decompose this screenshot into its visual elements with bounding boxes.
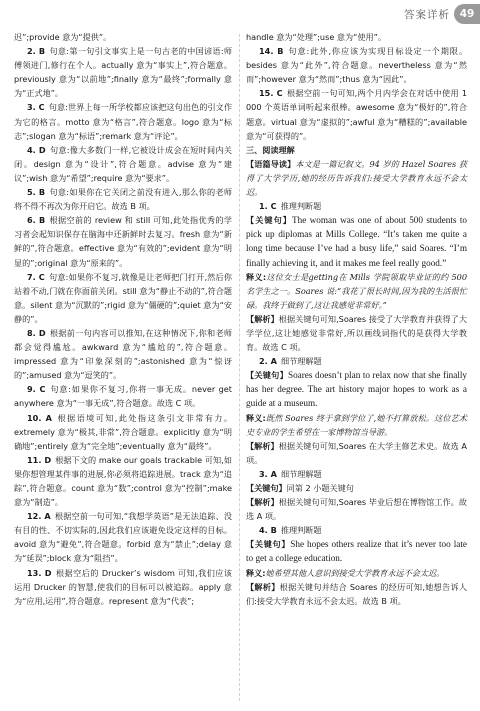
translation-tag: 释义: <box>246 412 266 423</box>
continued-text <box>246 30 467 44</box>
question-number: 6. B <box>27 215 46 226</box>
question-explanation <box>14 566 232 608</box>
question-explanation <box>14 143 232 185</box>
question-explanation <box>246 199 467 213</box>
explanation-text: 根据空后的 Drucker’s wisdom 可知,我们应该运用 Drucker 的智慧,使我们的目标可以被追踪。apply 意为“应用,运用”,符合题意。represent 意为“代表”; <box>14 567 232 606</box>
key-sentence <box>246 213 467 269</box>
translation-text: 既然 Soares 终于拿到学位了,她不打算放松。这位艺术史专业的学生希望在一家博物馆当导游。 <box>246 412 467 437</box>
key-sentence-reference: 同第 2 小题关键句 <box>286 483 354 493</box>
question-number: 7. C <box>27 271 45 282</box>
translation-text: 这位女士是getting在 Mills 学院领取毕业证的约 500 名学生之一。Soares 说:“我花了很长时间,因为我的生活很忙碌。我终于做到了,这让我感觉非常好。” <box>246 271 467 310</box>
passage-guide <box>246 157 467 199</box>
question-number: 9. C <box>27 384 46 395</box>
question-explanation <box>14 270 232 326</box>
question-number: 3. A <box>259 468 277 479</box>
question-number: 12. A <box>27 511 51 522</box>
key-sentence <box>246 481 467 495</box>
explanation-text: 根据空前一句可知,“我想学英语”是无法追踪、没有目的性、不切实际的,因此我们应该避免设定这样的目标。avoid 意为“避免”,符合题意。forbid 意为“禁止”;delay 意为“延误”;block 意为“阻挡”。 <box>14 511 232 564</box>
analysis-text: 根据关键句并结合 Soares 的经历可知,她想告诉人们:接受大学教育永远不会太迟。故选 B 项。 <box>246 581 467 606</box>
key-sentence <box>246 368 467 410</box>
analysis-tag: 【解析】 <box>246 581 280 592</box>
question-explanation <box>246 44 467 86</box>
explanation-text: 句意:世界上每一所学校都应该把这句出色的引文作为它的格言。motto 意为“格言”,符合题意。logo 意为“标志”;slogan 意为“标语”;remark 意为“评论”。 <box>14 102 232 141</box>
right-column <box>246 30 467 707</box>
key-sentence-tag: 【关键句】 <box>246 370 288 381</box>
analysis-tag: 【解析】 <box>246 497 279 508</box>
key-sentence <box>246 537 467 565</box>
question-explanation <box>14 326 232 382</box>
analysis-tag: 【解析】 <box>246 440 279 451</box>
question-number: 2. A <box>259 356 277 367</box>
key-sentence-tag: 【关键句】 <box>246 539 291 550</box>
explanation-text: 根据空前一句可知,两个月内学会在对话中使用 1 000 个英语单词听起来很棒。awesome 意为“极好的”,符合题意。virtual 意为“虚拟的”;awful 意为“糟糕的”;available 意为“可获得的”。 <box>246 88 467 141</box>
question-explanation <box>14 44 232 100</box>
explanation-text: 句意:如果你不复习,就像是让老师把门打开,然后你站着不动,门就在你面前关闭。still 意为“静止不动的”,符合题意。silent 意为“沉默的”;rigid 意为“僵硬的”;quiet 意为“安静的”。 <box>14 271 232 324</box>
section-heading <box>246 143 467 157</box>
section-title: 三、阅读理解 <box>246 144 295 155</box>
question-number: 13. D <box>27 567 52 578</box>
explanation-text: 句意:第一句引文事实上是一句古老的中国谚语:师傅领进门,修行在个人。actually 意为“事实上”,符合题意。previously 意为“以前地”;finally 意为“最终”;formally 意为“正式地”。 <box>14 46 232 99</box>
analysis <box>246 495 467 523</box>
guide-text: 本文是一篇记叙文。94 岁的 Hazel Soares 获得了大学学历,她的经历告诉我们:接受大学教育永远不会太迟。 <box>246 158 467 198</box>
question-number: 4. B <box>259 525 277 536</box>
item-text: handle 意为“处理”;use 意为“使用”。 <box>246 32 386 42</box>
analysis <box>246 580 467 608</box>
explanation-text: 推理判断题 <box>280 525 322 536</box>
translation <box>246 270 467 312</box>
question-explanation <box>14 100 232 142</box>
explanation-text: 句意:如果你在它关闭之前没有进入,那么你的老师将不得不再次为你开启它。故选 B 项。 <box>14 187 232 212</box>
explanation-text: 根据前一句内容可以推知,在这种情况下,你和老师都会觉得尴尬。awkward 意为“尴尬的”,符合题意。impressed 意为“印象深刻的”;astonished 意为“惊讶的”;amused 意为“逗笑的”。 <box>14 327 232 381</box>
question-explanation <box>246 354 467 368</box>
guide-tag: 【语篇导读】 <box>246 158 296 169</box>
continued-text <box>14 30 232 44</box>
explanation-text: 句意:如果你不复习,你将一事无成。never get anywhere 意为“一事无成”,符合题意。故选 C 项。 <box>14 384 232 409</box>
question-explanation <box>14 185 232 213</box>
explanation-text: 根据下文的 make our goals trackable 可知,如果你想管理某件事的进展,你必须将追踪进展。track 意为“追踪”,符合题意。count 意为“数”;control 意为“控制”;make 意为“制造”。 <box>14 454 232 508</box>
question-number: 14. B <box>259 46 284 57</box>
translation <box>246 566 467 580</box>
question-explanation <box>246 523 467 537</box>
question-explanation <box>14 453 232 509</box>
explanation-text: 根据空前的 review 和 still 可知,此处指优秀的学习者会起知识保存在脑海中还新鲜时去复习。fresh 意为“新鲜的”,符合题意。effective 意为“有效的”;evident 意为“明显的”;original 意为“原来的”。 <box>14 215 232 268</box>
explanation-text: 根据语境可知,此处指这条引文非常有力。extremely 意为“极其,非常”,符合题意。explicitly 意为“明确地”;entirely 意为“完全地”;eventually 意为“最终”。 <box>14 412 232 451</box>
translation-tag: 释义: <box>246 271 267 282</box>
question-explanation <box>14 411 232 453</box>
question-explanation <box>246 467 467 481</box>
explanation-text: 细节理解题 <box>280 468 322 479</box>
page-number-badge: 49 <box>454 4 480 24</box>
translation-text: 她希望其他人意识到接受大学教育永远不会太迟。 <box>265 567 445 578</box>
question-number: 11. D <box>27 454 52 465</box>
explanation-text: 推理判断题 <box>280 201 322 212</box>
analysis <box>246 439 467 467</box>
explanation-text: 句意:此外,你应该为实现目标设定一个期限。besides 意为“此外”,符合题意。nevertheless 意为“然而”;however 意为“然而”;thus 意为“因此”。 <box>246 46 468 85</box>
key-sentence-english: She hopes others realize that it’s never too late to get a college education. <box>246 539 467 564</box>
column-divider <box>239 34 240 701</box>
analysis-text: 根据关键句可知,Soares 接受了大学教育并获得了大学学位,这让她感觉非常好,所以画线词指代的是获得大学教育。故选 C 项。 <box>246 313 467 353</box>
header-title: 答案详析 <box>404 8 450 21</box>
explanation-text: 句意:像大多数门一样,它被设计成会在短时间内关闭。design 意为“设计”,符合题意。advise 意为“建议”;wish 意为“希望”;require 意为“要求”。 <box>14 144 232 183</box>
item-text: 迟”;provide 意为“提供”。 <box>14 32 112 42</box>
key-sentence-tag: 【关键句】 <box>246 215 293 226</box>
question-explanation <box>14 382 232 410</box>
question-explanation <box>14 509 232 565</box>
question-number: 4. D <box>27 144 46 155</box>
question-explanation <box>246 86 467 142</box>
page-header <box>384 0 480 28</box>
question-number: 8. D <box>27 327 46 338</box>
analysis-text: 根据关键句可知,Soares 毕业后想在博物馆工作。故选 A 项。 <box>246 497 467 522</box>
key-sentence-tag: 【关键句】 <box>246 483 287 493</box>
explanation-text: 细节理解题 <box>280 356 322 367</box>
key-sentence-english: Soares doesn’t plan to relax now that she finally has her degree. The art history major hopes to work as a guide at a museum. <box>246 370 467 409</box>
question-number: 3. C <box>27 102 45 113</box>
question-number: 10. A <box>27 412 52 423</box>
question-number: 2. B <box>27 46 46 57</box>
question-explanation <box>14 213 232 269</box>
translation-tag: 释义: <box>246 567 266 578</box>
key-sentence-english: The woman was one of about 500 students to pick up diplomas at Mills College. “It’s taken me quite a long time because I’ve had a busy life,” said Soares. “I’m finally achieving it, and it makes me feel really good.” <box>246 215 467 268</box>
question-number: 1. C <box>259 201 277 212</box>
analysis <box>246 312 467 354</box>
left-column <box>14 30 232 707</box>
analysis-text: 根据关键句可知,Soares 在大学主修艺术史。故选 A 项。 <box>246 440 467 465</box>
question-number: 15. C <box>259 88 283 99</box>
translation <box>246 411 467 439</box>
question-number: 5. B <box>27 187 46 198</box>
analysis-tag: 【解析】 <box>246 313 279 324</box>
